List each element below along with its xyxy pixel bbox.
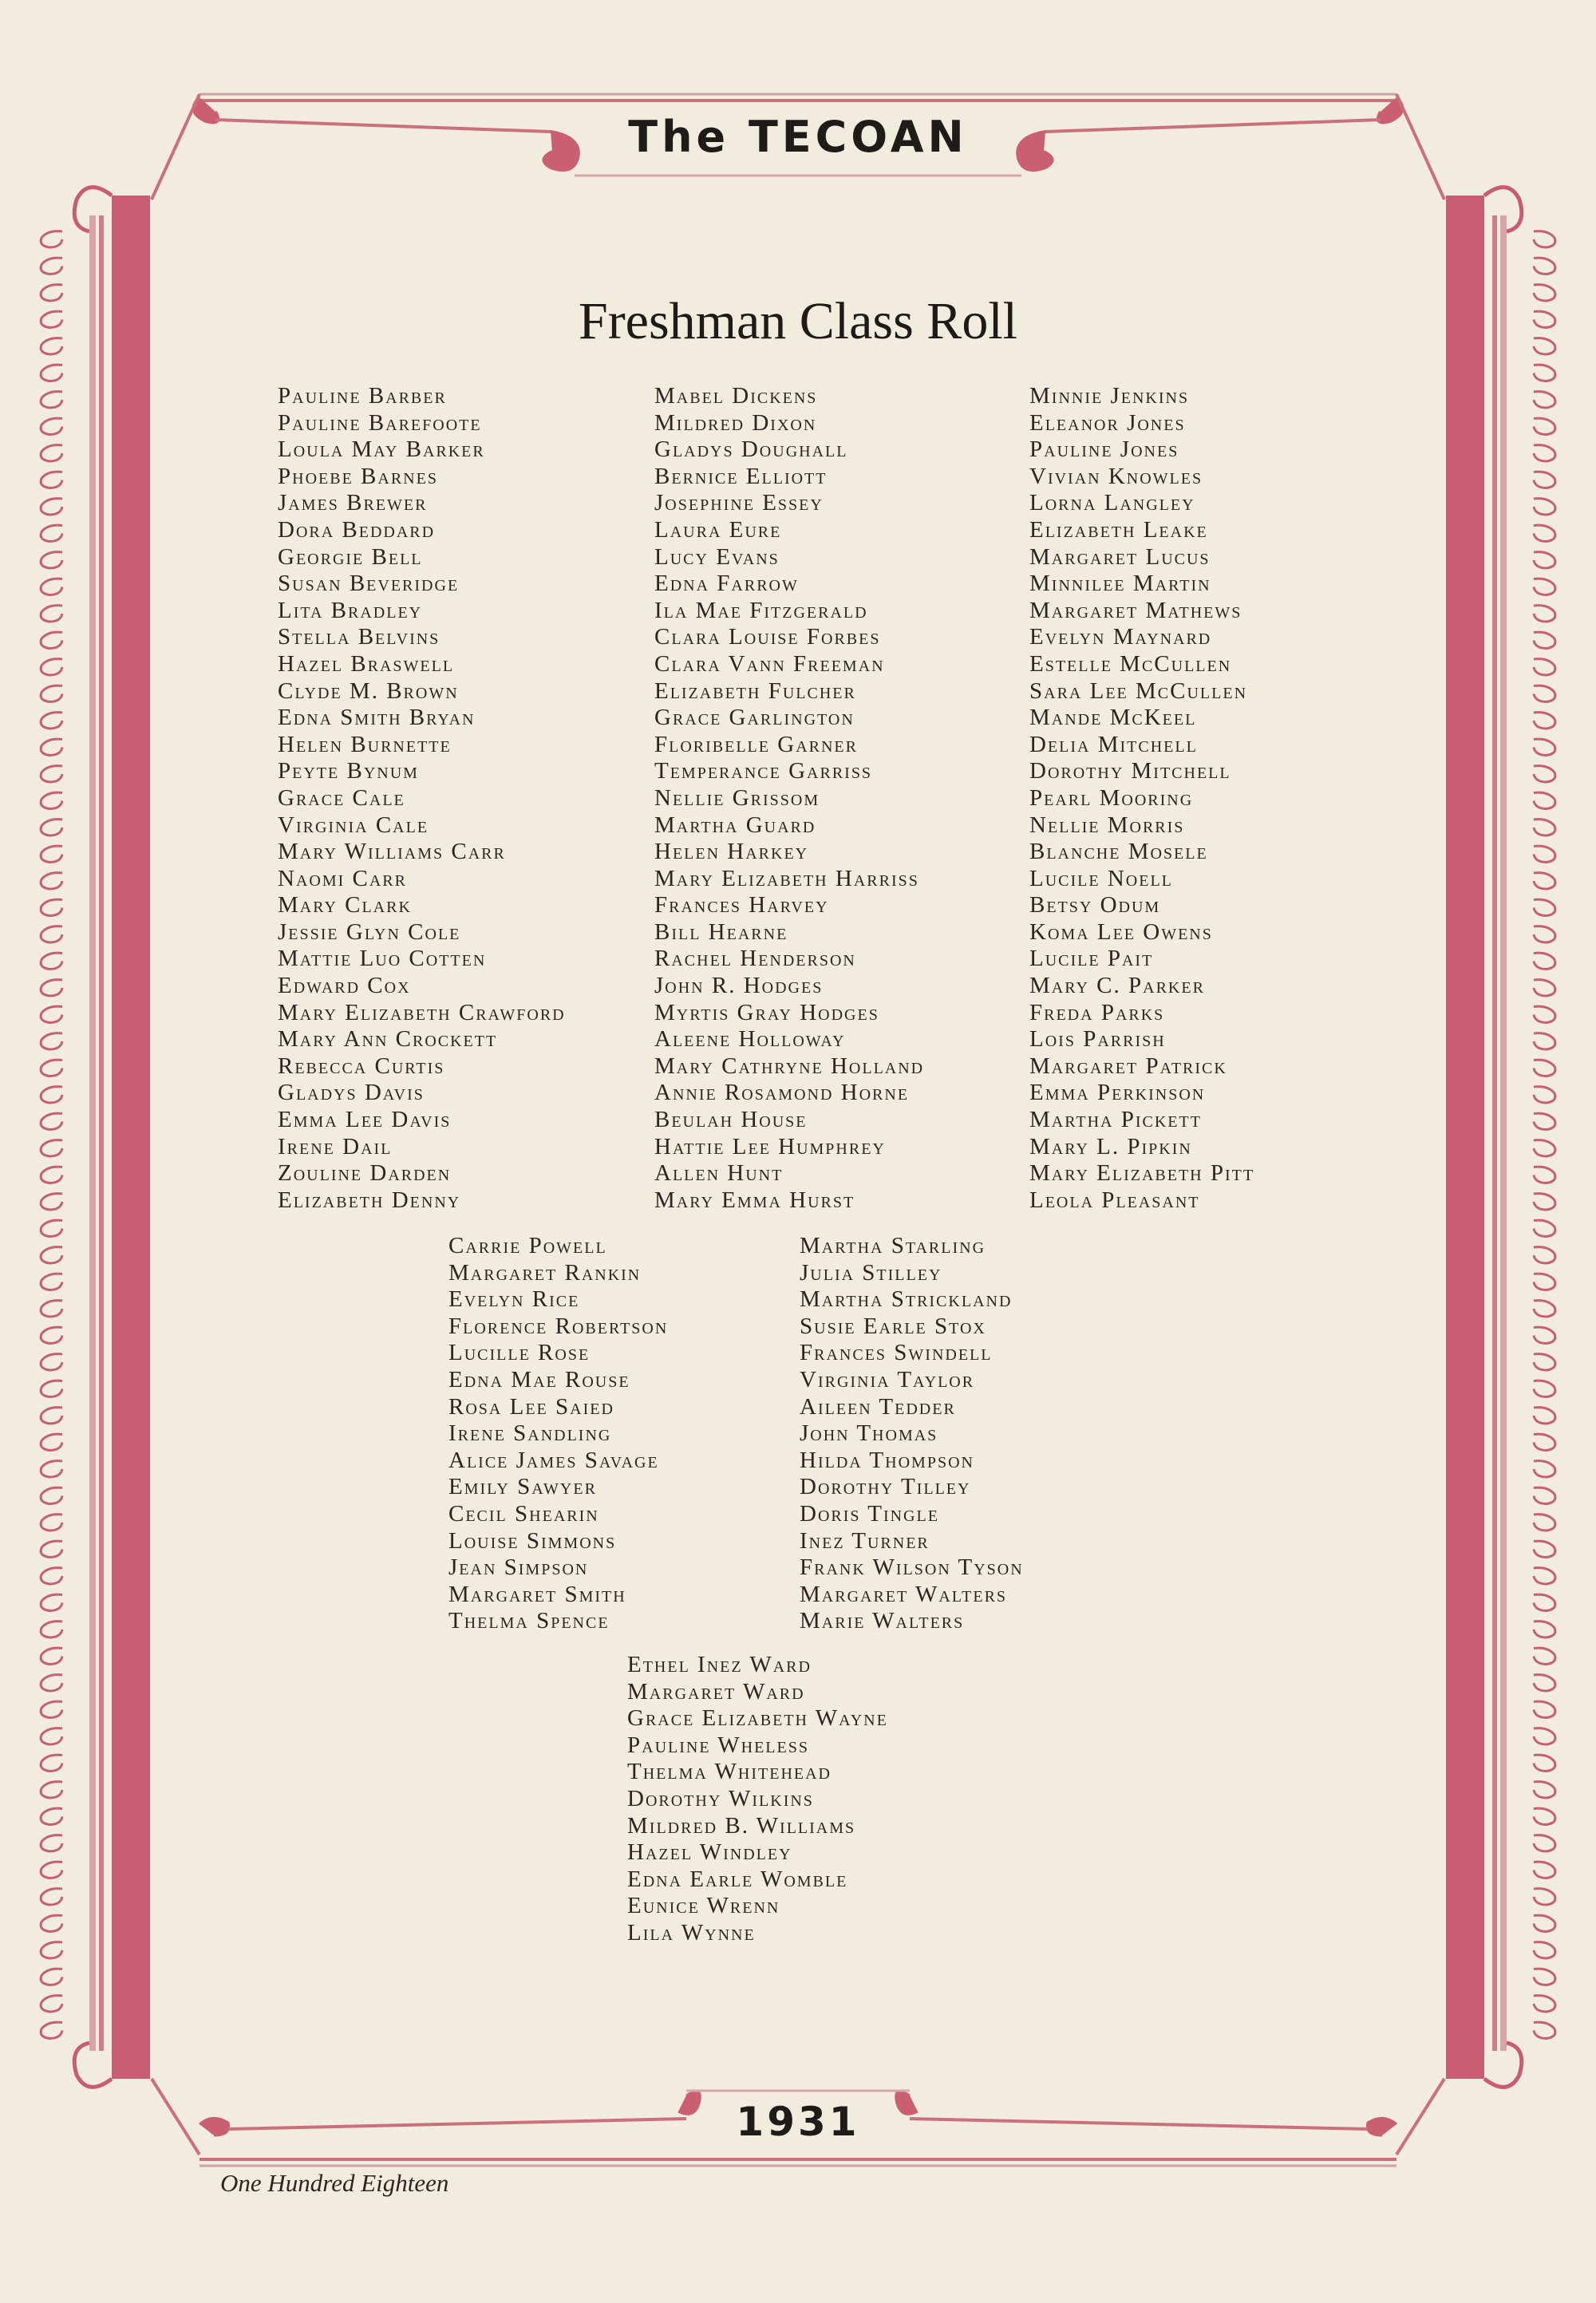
student-name: Emma Lee Davis xyxy=(278,1107,452,1133)
chain-link-ornament xyxy=(1534,418,1555,434)
chain-link-ornament xyxy=(41,1301,62,1317)
chain-link-ornament xyxy=(1534,1301,1555,1317)
student-name: Hazel Braswell xyxy=(278,650,455,677)
chain-link-ornament xyxy=(41,1942,62,1958)
student-name: Ila Mae Fitzgerald xyxy=(654,597,868,623)
student-name: Josephine Essey xyxy=(654,490,824,516)
chain-link-ornament xyxy=(41,1648,62,1664)
student-name: Gladys Doughall xyxy=(654,437,848,463)
chain-link-ornament xyxy=(1534,499,1555,515)
chain-link-ornament xyxy=(1534,1969,1555,1985)
chain-link-ornament xyxy=(1534,926,1555,942)
student-name: Edna Mae Rouse xyxy=(448,1366,630,1392)
student-name: Freda Parks xyxy=(1029,999,1165,1025)
student-name: Virginia Cale xyxy=(278,812,429,838)
chain-link-ornament xyxy=(41,1782,62,1798)
chain-link-ornament xyxy=(41,1060,62,1076)
chain-link-ornament xyxy=(41,1274,62,1290)
chain-link-ornament xyxy=(41,1327,62,1343)
student-name: Lila Wynne xyxy=(627,1919,756,1946)
student-name: Aileen Tedder xyxy=(800,1393,956,1420)
student-name: Koma Lee Owens xyxy=(1029,918,1213,945)
chain-link-ornament xyxy=(1534,525,1555,541)
chain-link-ornament xyxy=(41,1808,62,1824)
student-name: Edna Smith Bryan xyxy=(278,705,476,731)
student-name: Mary Elizabeth Harriss xyxy=(654,865,919,891)
chain-link-ornament xyxy=(1534,873,1555,889)
chain-link-ornament xyxy=(1534,1461,1555,1477)
chain-link-ornament xyxy=(41,1113,62,1129)
chain-link-ornament xyxy=(41,392,62,408)
chain-link-ornament xyxy=(41,1354,62,1370)
student-name: Rachel Henderson xyxy=(654,946,856,972)
student-name: Marie Walters xyxy=(800,1608,965,1634)
chain-link-ornament xyxy=(41,1755,62,1771)
student-name: Rosa Lee Saied xyxy=(448,1393,614,1420)
student-name: Martha Strickland xyxy=(800,1286,1013,1313)
chain-link-ornament xyxy=(41,418,62,434)
student-name: Cecil Shearin xyxy=(448,1500,599,1527)
chain-link-ornament xyxy=(1534,1701,1555,1717)
chain-link-ornament xyxy=(41,1087,62,1103)
chain-link-ornament xyxy=(1534,766,1555,782)
chain-link-ornament xyxy=(41,365,62,381)
chain-link-ornament xyxy=(1534,472,1555,488)
student-name: Mande McKeel xyxy=(1029,705,1197,731)
student-name: Elizabeth Leake xyxy=(1029,516,1208,543)
chain-link-ornament xyxy=(1534,1087,1555,1103)
student-name: Clyde M. Brown xyxy=(278,677,459,704)
student-name: Elizabeth Denny xyxy=(278,1187,461,1213)
chain-link-ornament xyxy=(1534,1033,1555,1049)
student-name: John R. Hodges xyxy=(654,973,824,999)
student-name: Emma Perkinson xyxy=(1029,1080,1206,1106)
student-name: Stella Belvins xyxy=(278,624,440,650)
student-name: Dora Beddard xyxy=(278,516,436,543)
student-name: Mildred B. Williams xyxy=(627,1812,856,1839)
chain-link-ornament xyxy=(41,1594,62,1610)
name-column-6 xyxy=(627,1652,888,1947)
student-name: Mary Clark xyxy=(278,892,412,918)
student-name: Carrie Powell xyxy=(448,1233,607,1258)
student-name: Dorothy Wilkins xyxy=(627,1785,814,1811)
chain-link-ornament xyxy=(1534,1515,1555,1531)
chain-link-ornament xyxy=(41,659,62,675)
student-name: Ethel Inez Ward xyxy=(627,1652,812,1677)
student-name: Clara Louise Forbes xyxy=(654,624,881,650)
student-name: Minnie Jenkins xyxy=(1029,383,1190,409)
student-name: Louise Simmons xyxy=(448,1527,617,1554)
student-name: Florence Robertson xyxy=(448,1313,669,1339)
student-name: Leola Pleasant xyxy=(1029,1187,1200,1213)
student-name: Lorna Langley xyxy=(1029,490,1195,516)
student-name: Pearl Mooring xyxy=(1029,784,1194,811)
chain-link-ornament xyxy=(1534,1327,1555,1343)
student-name: Peyte Bynum xyxy=(278,758,419,784)
chain-link-ornament xyxy=(1534,899,1555,915)
chain-link-ornament xyxy=(41,899,62,915)
chain-link-ornament xyxy=(41,1408,62,1424)
student-name: Martha Guard xyxy=(654,812,816,838)
chain-link-ornament xyxy=(1534,1434,1555,1450)
student-name: Lucille Rose xyxy=(448,1340,591,1366)
student-name: Grace Cale xyxy=(278,784,405,811)
student-name: Lita Bradley xyxy=(278,597,423,623)
chain-link-ornament xyxy=(41,338,62,354)
student-name: Jean Simpson xyxy=(448,1554,589,1581)
student-name: Georgie Bell xyxy=(278,543,423,570)
chain-link-ornament xyxy=(41,1434,62,1450)
student-name: Betsy Odum xyxy=(1029,892,1161,918)
chain-link-ornament xyxy=(41,1622,62,1637)
student-name: Zouline Darden xyxy=(278,1160,452,1187)
student-name: Margaret Rankin xyxy=(448,1259,642,1286)
chain-link-ornament xyxy=(1534,606,1555,622)
student-name: Margaret Smith xyxy=(448,1581,626,1607)
chain-link-ornament xyxy=(1534,1381,1555,1396)
chain-link-ornament xyxy=(1534,1889,1555,1905)
chain-link-ornament xyxy=(41,1515,62,1531)
chain-link-ornament xyxy=(1534,338,1555,354)
chain-link-ornament xyxy=(41,1728,62,1744)
chain-link-ornament xyxy=(41,258,62,274)
chain-link-ornament xyxy=(1534,1755,1555,1771)
chain-link-ornament xyxy=(1534,285,1555,301)
chain-link-ornament xyxy=(1534,231,1555,247)
chain-link-ornament xyxy=(41,713,62,729)
chain-link-ornament xyxy=(41,953,62,969)
chain-link-ornament xyxy=(41,980,62,996)
chain-link-ornament xyxy=(1534,552,1555,568)
chain-link-ornament xyxy=(41,1487,62,1503)
chain-link-ornament xyxy=(1534,392,1555,408)
name-column-1 xyxy=(278,383,566,1214)
chain-link-ornament xyxy=(41,766,62,782)
chain-link-ornament xyxy=(1534,713,1555,729)
chain-link-ornament xyxy=(41,525,62,541)
chain-link-ornament xyxy=(1534,1140,1555,1156)
student-name: Hilda Thompson xyxy=(800,1447,974,1473)
chain-link-ornament xyxy=(1534,311,1555,327)
student-name: Mary L. Pipkin xyxy=(1029,1133,1192,1159)
student-name: Helen Harkey xyxy=(654,839,809,865)
chain-link-ornament xyxy=(41,2022,62,2038)
chain-link-ornament xyxy=(1534,632,1555,648)
student-name: Bill Hearne xyxy=(654,918,788,945)
chain-link-ornament xyxy=(41,579,62,595)
student-name: Martha Pickett xyxy=(1029,1107,1202,1133)
student-name: Lucile Pait xyxy=(1029,946,1154,972)
chain-link-ornament xyxy=(1534,1594,1555,1610)
student-name: Estelle McCullen xyxy=(1029,650,1232,677)
student-name: Rebecca Curtis xyxy=(278,1053,445,1079)
student-name: Evelyn Maynard xyxy=(1029,624,1212,650)
chain-link-ornament xyxy=(1534,685,1555,701)
chain-link-ornament xyxy=(1534,1996,1555,2012)
student-name: Mary C. Parker xyxy=(1029,973,1205,999)
student-name: James Brewer xyxy=(278,490,428,516)
student-name: Margaret Mathews xyxy=(1029,597,1242,623)
student-name: Vivian Knowles xyxy=(1029,463,1203,489)
chain-link-ornament xyxy=(1534,1622,1555,1637)
chain-link-ornament xyxy=(41,1915,62,1931)
chain-link-ornament xyxy=(41,739,62,755)
student-name: Mabel Dickens xyxy=(654,383,818,409)
student-name: Pauline Barefoote xyxy=(278,409,482,436)
chain-link-ornament xyxy=(1534,1942,1555,1958)
chain-link-ornament xyxy=(1534,1274,1555,1290)
chain-link-ornament xyxy=(1534,1675,1555,1691)
page-number: One Hundred Eighteen xyxy=(220,2169,449,2197)
student-name: Thelma Whitehead xyxy=(627,1759,832,1785)
student-name: Eleanor Jones xyxy=(1029,409,1186,436)
student-name: Elizabeth Fulcher xyxy=(654,677,856,704)
chain-link-ornament xyxy=(41,1167,62,1183)
student-name: Frances Swindell xyxy=(800,1340,993,1366)
chain-link-ornament xyxy=(1534,1220,1555,1236)
student-name: Inez Turner xyxy=(800,1527,930,1554)
student-name: Margaret Walters xyxy=(800,1581,1008,1607)
student-name: Pauline Barber xyxy=(278,383,447,409)
chain-link-ornament xyxy=(41,472,62,488)
student-name: Margaret Ward xyxy=(627,1678,805,1705)
chain-link-ornament xyxy=(1534,1568,1555,1584)
student-name: Clara Vann Freeman xyxy=(654,650,885,677)
student-name: Mary Williams Carr xyxy=(278,839,506,865)
chain-link-ornament xyxy=(1534,1354,1555,1370)
student-name: Alice James Savage xyxy=(448,1447,659,1473)
page-title: Freshman Class Roll xyxy=(578,292,1017,350)
chain-link-ornament xyxy=(1534,1728,1555,1744)
student-name: Phoebe Barnes xyxy=(278,463,438,489)
chain-link-ornament xyxy=(1534,792,1555,808)
student-name: Delia Mitchell xyxy=(1029,731,1198,757)
student-name: Pauline Jones xyxy=(1029,437,1179,463)
chain-link-ornament xyxy=(41,926,62,942)
chain-link-ornament xyxy=(1534,1915,1555,1931)
student-name: Allen Hunt xyxy=(654,1160,784,1187)
chain-link-ornament xyxy=(41,1006,62,1022)
chain-link-ornament xyxy=(41,632,62,648)
chain-link-ornament xyxy=(41,1220,62,1236)
chain-link-ornament xyxy=(41,1461,62,1477)
student-name: Mary Elizabeth Crawford xyxy=(278,999,566,1025)
student-name: Emily Sawyer xyxy=(448,1474,597,1500)
student-name: Jessie Glyn Cole xyxy=(278,918,461,945)
chain-link-ornament xyxy=(1534,1060,1555,1076)
chain-link-ornament xyxy=(1534,579,1555,595)
student-name: Lucile Noell xyxy=(1029,865,1173,891)
student-name: Mary Cathryne Holland xyxy=(654,1053,925,1079)
yearbook-year: 1931 xyxy=(736,2099,860,2145)
chain-link-ornament xyxy=(1534,365,1555,381)
chain-link-ornament xyxy=(41,820,62,835)
chain-link-ornament xyxy=(1534,1808,1555,1824)
student-name: Pauline Wheless xyxy=(627,1732,809,1758)
student-name: Grace Garlington xyxy=(654,705,855,731)
chain-link-ornament xyxy=(41,1701,62,1717)
student-name: Lucy Evans xyxy=(654,543,780,570)
student-name: Edna Farrow xyxy=(654,571,799,597)
student-name: Doris Tingle xyxy=(800,1500,939,1527)
student-name: Aleene Holloway xyxy=(654,1026,846,1053)
chain-link-ornament xyxy=(41,1969,62,1985)
student-name: Temperance Garriss xyxy=(654,758,873,784)
chain-link-ornament xyxy=(1534,1247,1555,1263)
chain-link-ornament xyxy=(1534,1835,1555,1851)
chain-link-ornament xyxy=(1534,980,1555,996)
student-name: Margaret Patrick xyxy=(1029,1053,1227,1079)
student-name: Irene Sandling xyxy=(448,1420,612,1447)
student-name: Susie Earle Stox xyxy=(800,1313,986,1339)
student-name: Blanche Mosele xyxy=(1029,839,1208,865)
chain-link-ornament xyxy=(41,552,62,568)
student-name: Naomi Carr xyxy=(278,865,407,891)
student-name: Nellie Grissom xyxy=(654,784,820,811)
student-name: Thelma Spence xyxy=(448,1608,610,1634)
chain-link-ornament xyxy=(41,231,62,247)
student-name: Margaret Lucus xyxy=(1029,543,1211,570)
student-name: Frank Wilson Tyson xyxy=(800,1554,1024,1581)
student-name: Dorothy Mitchell xyxy=(1029,758,1231,784)
chain-link-ornament xyxy=(1534,846,1555,862)
chain-link-ornament xyxy=(1534,953,1555,969)
student-name: Loula May Barker xyxy=(278,437,485,463)
student-name: Sara Lee McCullen xyxy=(1029,677,1248,704)
chain-link-ornament xyxy=(1534,1487,1555,1503)
student-name: Edward Cox xyxy=(278,973,411,999)
student-name: Evelyn Rice xyxy=(448,1286,580,1313)
student-name: Frances Harvey xyxy=(654,892,829,918)
chain-link-ornament xyxy=(41,873,62,889)
chain-link-ornament xyxy=(41,499,62,515)
student-name: Mary Elizabeth Pitt xyxy=(1029,1160,1255,1187)
chain-link-ornament xyxy=(41,1996,62,2012)
chain-link-ornament xyxy=(1534,2022,1555,2038)
chain-link-ornament xyxy=(41,1835,62,1851)
chain-link-ornament xyxy=(1534,1194,1555,1210)
header-title: The TECOAN xyxy=(628,112,968,162)
chain-link-ornament xyxy=(41,792,62,808)
student-name: Laura Eure xyxy=(654,516,782,543)
student-name: Mary Emma Hurst xyxy=(654,1187,855,1213)
chain-link-ornament xyxy=(41,1033,62,1049)
student-name: Lois Parrish xyxy=(1029,1026,1166,1053)
chain-link-ornament xyxy=(1534,1782,1555,1798)
student-name: Edna Earle Womble xyxy=(627,1866,848,1892)
chain-link-ornament xyxy=(41,1541,62,1557)
student-name: Floribelle Garner xyxy=(654,731,858,757)
student-name: Gladys Davis xyxy=(278,1080,425,1106)
student-name: Bernice Elliott xyxy=(654,463,828,489)
student-name: Eunice Wrenn xyxy=(627,1893,780,1919)
chain-link-ornament xyxy=(41,311,62,327)
chain-link-ornament xyxy=(1534,1862,1555,1878)
chain-link-ornament xyxy=(41,445,62,461)
chain-link-ornament xyxy=(1534,820,1555,835)
chain-link-ornament xyxy=(1534,1006,1555,1022)
chain-link-ornament xyxy=(41,846,62,862)
student-name: Martha Starling xyxy=(800,1233,986,1258)
student-name: Dorothy Tilley xyxy=(800,1474,971,1500)
name-column-4 xyxy=(448,1233,668,1635)
student-name: Beulah House xyxy=(654,1107,808,1133)
chain-link-ornament xyxy=(41,1862,62,1878)
chain-link-ornament xyxy=(41,1194,62,1210)
student-name: Helen Burnette xyxy=(278,731,452,757)
student-name: John Thomas xyxy=(800,1420,938,1447)
chain-link-ornament xyxy=(41,285,62,301)
chain-link-ornament xyxy=(41,1568,62,1584)
chain-link-ornament xyxy=(41,606,62,622)
student-name: Mattie Luo Cotten xyxy=(278,946,487,972)
student-name: Annie Rosamond Horne xyxy=(654,1080,910,1106)
chain-link-ornament xyxy=(41,1675,62,1691)
student-name: Myrtis Gray Hodges xyxy=(654,999,879,1025)
student-name: Minnilee Martin xyxy=(1029,571,1211,597)
student-name: Mildred Dixon xyxy=(654,409,817,436)
chain-link-ornament xyxy=(1534,445,1555,461)
student-name: Mary Ann Crockett xyxy=(278,1026,498,1053)
chain-link-ornament xyxy=(41,1889,62,1905)
student-name: Virginia Taylor xyxy=(800,1366,975,1392)
student-name: Hattie Lee Humphrey xyxy=(654,1133,886,1159)
chain-link-ornament xyxy=(41,1247,62,1263)
name-column-2 xyxy=(654,383,924,1214)
student-name: Julia Stilley xyxy=(800,1259,942,1286)
chain-link-ornament xyxy=(1534,258,1555,274)
chain-link-ornament xyxy=(1534,1113,1555,1129)
name-column-5 xyxy=(800,1233,1024,1635)
chain-link-ornament xyxy=(41,1140,62,1156)
chain-link-ornament xyxy=(1534,1648,1555,1664)
student-name: Hazel Windley xyxy=(627,1839,792,1866)
student-name: Susan Beveridge xyxy=(278,571,460,597)
chain-link-ornament xyxy=(1534,1167,1555,1183)
student-name: Irene Dail xyxy=(278,1133,393,1159)
chain-link-ornament xyxy=(1534,1408,1555,1424)
chain-link-ornament xyxy=(1534,739,1555,755)
name-column-3 xyxy=(1029,383,1254,1214)
chain-link-ornament xyxy=(1534,659,1555,675)
student-name: Nellie Morris xyxy=(1029,812,1185,838)
chain-link-ornament xyxy=(41,685,62,701)
chain-link-ornament xyxy=(1534,1541,1555,1557)
student-name: Grace Elizabeth Wayne xyxy=(627,1705,888,1732)
chain-link-ornament xyxy=(41,1381,62,1396)
